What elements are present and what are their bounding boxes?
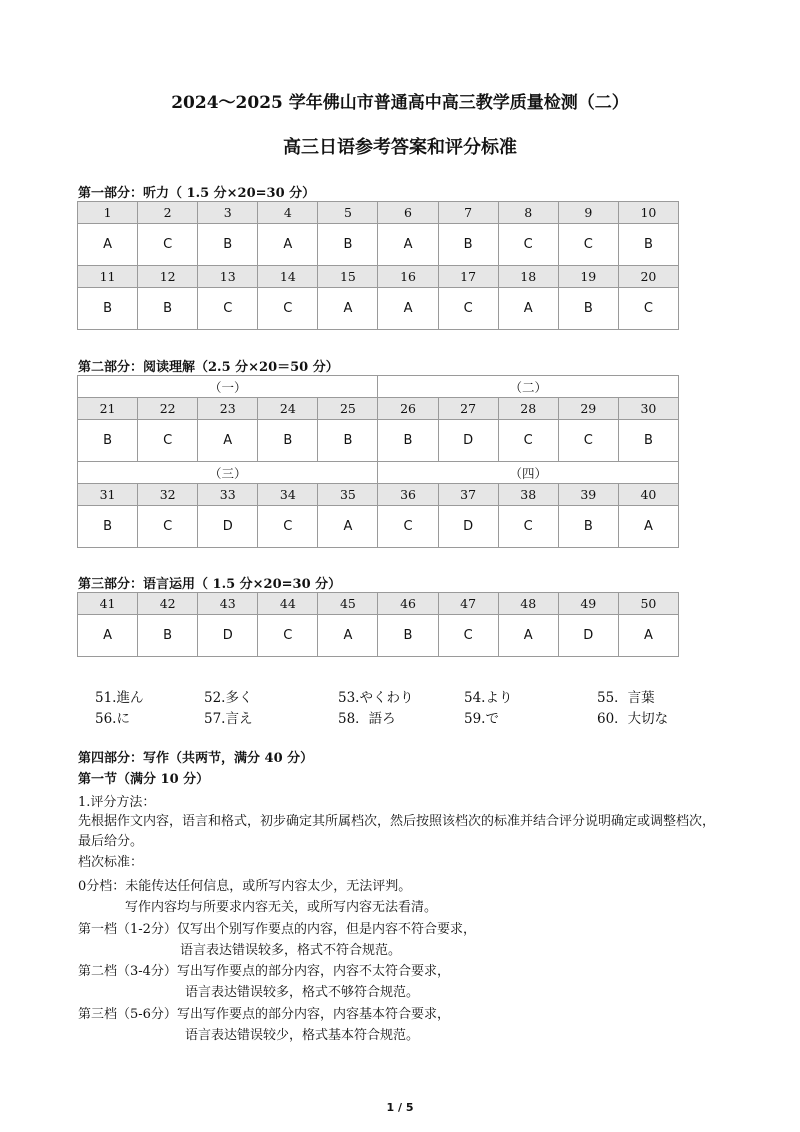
answer-cell: B	[258, 420, 318, 462]
answer-cell: C	[438, 615, 498, 657]
fill-answer: 56.に	[95, 711, 130, 727]
grade-2-line-2: 语言表达错误较多，格式不够符合规范。	[185, 985, 420, 1000]
question-number: 26	[378, 398, 438, 420]
question-number: 8	[498, 202, 558, 224]
question-number: 13	[198, 266, 258, 288]
answer-cell: B	[618, 224, 678, 266]
answer-cell: C	[378, 506, 438, 548]
answer-cell: B	[558, 506, 618, 548]
table-row	[78, 484, 679, 506]
answer-cell: B	[138, 615, 198, 657]
method-title: 1.评分方法：	[78, 795, 156, 810]
question-number: 47	[438, 593, 498, 615]
grade-3-label: 第三档（5-6分）	[78, 1007, 177, 1022]
question-number: 28	[498, 398, 558, 420]
answer-cell: C	[258, 506, 318, 548]
document-subtitle: 高三日语参考答案和评分标准	[283, 137, 517, 158]
answer-cell: D	[558, 615, 618, 657]
answer-cell: A	[318, 615, 378, 657]
answer-cell: C	[258, 288, 318, 330]
answer-cell: A	[318, 506, 378, 548]
group-label: （四）	[378, 462, 679, 484]
group-label: （三）	[78, 462, 378, 484]
question-number: 46	[378, 593, 438, 615]
part1-answer-table	[77, 201, 679, 330]
answer-cell: A	[618, 615, 678, 657]
answer-cell: C	[498, 506, 558, 548]
answer-cell: B	[78, 288, 138, 330]
answer-cell: C	[138, 420, 198, 462]
answer-cell: C	[618, 288, 678, 330]
part1-heading: 第一部分：听力（ 1.5 分×20=30 分）	[78, 186, 316, 201]
answer-cell: B	[378, 615, 438, 657]
question-number: 34	[258, 484, 318, 506]
table-row	[78, 376, 679, 398]
grade-1-label: 第一档（1-2分）	[78, 922, 177, 937]
question-number: 18	[498, 266, 558, 288]
question-number: 15	[318, 266, 378, 288]
section1-heading: 第一节（满分 10 分）	[78, 772, 210, 787]
question-number: 35	[318, 484, 378, 506]
answer-cell: C	[558, 420, 618, 462]
grade-2-label: 第二档（3-4分）	[78, 964, 177, 979]
question-number: 50	[618, 593, 678, 615]
question-number: 6	[378, 202, 438, 224]
answer-cell: C	[138, 224, 198, 266]
question-number: 2	[138, 202, 198, 224]
question-number: 33	[198, 484, 258, 506]
answer-cell: C	[198, 288, 258, 330]
question-number: 43	[198, 593, 258, 615]
answer-cell: A	[318, 288, 378, 330]
page-number: 1 / 5	[386, 1101, 414, 1114]
question-number: 1	[78, 202, 138, 224]
question-number: 21	[78, 398, 138, 420]
grade-0-line-2: 写作内容均与所要求内容无关，或所写内容无法看清。	[125, 900, 438, 915]
grade-2-line-1: 写出写作要点的部分内容，内容不太符合要求，	[176, 964, 450, 979]
question-number: 39	[558, 484, 618, 506]
question-number: 38	[498, 484, 558, 506]
question-number: 29	[558, 398, 618, 420]
answer-cell: C	[498, 420, 558, 462]
question-number: 25	[318, 398, 378, 420]
grade-3	[78, 1003, 450, 1022]
answer-cell: A	[258, 224, 318, 266]
answer-cell: A	[618, 506, 678, 548]
question-number: 30	[618, 398, 678, 420]
question-number: 48	[498, 593, 558, 615]
question-number: 23	[198, 398, 258, 420]
answer-cell: C	[558, 224, 618, 266]
question-number: 40	[618, 484, 678, 506]
question-number: 41	[78, 593, 138, 615]
grade-3-line-1: 写出写作要点的部分内容，内容基本符合要求，	[176, 1007, 450, 1022]
grade-0-label: 0分档：	[78, 879, 126, 894]
answer-cell: B	[198, 224, 258, 266]
question-number: 19	[558, 266, 618, 288]
grade-label	[78, 875, 411, 894]
answer-cell: B	[438, 224, 498, 266]
question-number: 37	[438, 484, 498, 506]
table-row	[78, 398, 679, 420]
question-number: 49	[558, 593, 618, 615]
answer-cell: A	[78, 224, 138, 266]
answer-cell: C	[438, 288, 498, 330]
table-row	[78, 420, 679, 462]
question-number: 17	[438, 266, 498, 288]
table-row	[78, 224, 679, 266]
grade-0-line-1: 未能传达任何信息，或所写内容太少，无法评判。	[125, 879, 412, 894]
question-number: 4	[258, 202, 318, 224]
answer-cell: A	[498, 288, 558, 330]
fill-answer: 54.より	[464, 690, 513, 706]
question-number: 3	[198, 202, 258, 224]
fill-answer: 51.進ん	[95, 690, 144, 706]
table-row	[78, 288, 679, 330]
part3-answer-table	[77, 592, 679, 657]
question-number: 11	[78, 266, 138, 288]
grade-1	[78, 918, 476, 937]
question-number: 27	[438, 398, 498, 420]
question-number: 36	[378, 484, 438, 506]
answer-cell: B	[618, 420, 678, 462]
question-number: 5	[318, 202, 378, 224]
answer-cell: A	[378, 224, 438, 266]
fill-answer: 57.言え	[204, 711, 253, 727]
group-label: （一）	[78, 376, 378, 398]
answer-cell: C	[138, 506, 198, 548]
table-row	[78, 462, 679, 484]
question-number: 22	[138, 398, 198, 420]
answer-cell: B	[78, 506, 138, 548]
method-text: 先根据作文内容，语言和格式，初步确定其所属档次，然后按照该档次的标准并结合评分说明确定或调整档次，最后给分。	[78, 814, 716, 849]
answer-cell: D	[198, 506, 258, 548]
grade-3-line-2: 语言表达错误较少，格式基本符合规范。	[185, 1028, 420, 1043]
question-number: 7	[438, 202, 498, 224]
question-number: 45	[318, 593, 378, 615]
answer-cell: C	[498, 224, 558, 266]
fill-answer: 52.多く	[204, 690, 253, 706]
answer-cell: B	[138, 288, 198, 330]
answer-cell: B	[378, 420, 438, 462]
group-label: （二）	[378, 376, 679, 398]
answer-cell: B	[558, 288, 618, 330]
question-number: 16	[378, 266, 438, 288]
fill-answer: 55．言葉	[597, 690, 655, 706]
answer-cell: B	[78, 420, 138, 462]
answer-cell: A	[498, 615, 558, 657]
question-number: 14	[258, 266, 318, 288]
question-number: 9	[558, 202, 618, 224]
question-number: 24	[258, 398, 318, 420]
table-row	[78, 202, 679, 224]
part2-answer-table	[77, 375, 679, 548]
answer-cell: A	[198, 420, 258, 462]
question-number: 42	[138, 593, 198, 615]
fill-answer: 59.で	[464, 711, 499, 727]
question-number: 44	[258, 593, 318, 615]
answer-cell: B	[318, 420, 378, 462]
answer-cell: A	[378, 288, 438, 330]
answer-cell: C	[258, 615, 318, 657]
answer-cell: D	[438, 506, 498, 548]
grade-2	[78, 960, 450, 979]
part3-heading: 第三部分：语言运用（ 1.5 分×20=30 分）	[78, 577, 342, 592]
table-row	[78, 506, 679, 548]
question-number: 31	[78, 484, 138, 506]
question-number: 20	[618, 266, 678, 288]
answer-cell: A	[78, 615, 138, 657]
question-number: 12	[138, 266, 198, 288]
grade-title: 档次标准：	[78, 855, 144, 870]
table-row	[78, 615, 679, 657]
fill-answer: 60．大切な	[597, 711, 669, 727]
question-number: 10	[618, 202, 678, 224]
fill-answer: 58．語ろ	[338, 711, 396, 727]
table-row	[78, 593, 679, 615]
answer-cell: D	[438, 420, 498, 462]
fill-answer: 53.やくわり	[338, 690, 414, 706]
grade-1-line-1: 仅写出个别写作要点的内容，但是内容不符合要求，	[176, 922, 476, 937]
part4-heading: 第四部分：写作（共两节，满分 40 分）	[78, 751, 314, 766]
answer-cell: D	[198, 615, 258, 657]
question-number: 32	[138, 484, 198, 506]
grade-1-line-2: 语言表达错误较多，格式不符合规范。	[180, 943, 402, 958]
answer-cell: B	[318, 224, 378, 266]
part2-heading: 第二部分：阅读理解（2.5 分×20＝50 分）	[78, 360, 339, 375]
document-title: 2024～2025 学年佛山市普通高中高三教学质量检测（二）	[171, 93, 629, 113]
table-row	[78, 266, 679, 288]
